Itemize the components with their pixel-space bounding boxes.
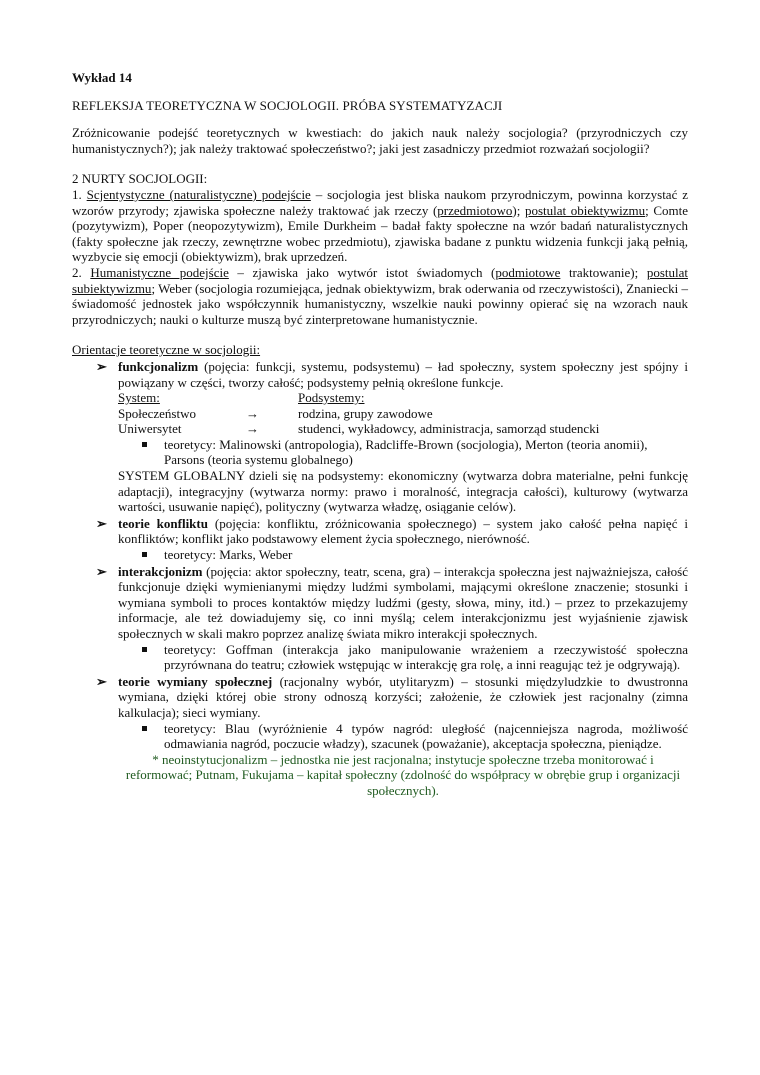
table-header-podsystemy: Podsystemy: <box>298 390 365 406</box>
list-item-interakcjonizm: ➢ interakcjonizm (pojęcia: aktor społeczny, teatr, scena, gra) – interakcja społeczna jest najważniejsza, całość funkcjonuje dzięki wymienianymi między ludźmi symbolami, mającymi określone znaczenie; stosunki i wymiana symboli to proces kontaktów między ludźmi (gesty, słowa, miny, itd.) – przez to przekazujemy informacje, ale też dowiadujemy się, co inni myślą; celem interakcjonizmu jest wyjaśnienie zjawisk społecznych w skali makro poprzez analizę świata mikro interakcji społecznych. teoretycy: Goffman (interakcja jako manipulowanie wrażeniem a rzeczywistość społeczna przyrównana do teatru; człowiek wstępując w interakcję gra rolę, a inni reagując też je odgrywają). <box>96 563 688 673</box>
square-bullet-icon <box>142 647 147 652</box>
sub-list-item: teoretycy: Goffman (interakcja jako manipulowanie wrażeniem a rzeczywistość społeczna przyrównana do teatru; człowiek wstępując w interakcję gra rolę, a inni reagując też je odgrywają). <box>118 642 688 673</box>
table-cell: Społeczeństwo <box>118 405 196 421</box>
sub-list-item: teoretycy: Marks, Weber <box>118 547 688 563</box>
arrowhead-bullet-icon: ➢ <box>96 358 107 374</box>
nurt-1-term: Scjentystyczne (naturalistyczne) podejście <box>86 186 311 202</box>
table-cell: Uniwersytet <box>118 421 182 437</box>
square-bullet-icon <box>142 726 147 731</box>
list-item-wymiana: ➢ teorie wymiany społecznej (racjonalny wybór, utylitaryzm) – stosunki międzyludzkie to dwustronna wymiana, dzięki której obie strony odnoszą korzyści; założenie, że człowiek jest racjonalny (zimna kalkulacja); sieci wymiany. teoretycy: Blau (wyróżnienie 4 typów nagród: uległość (najcenniejsza nagroda, możliwość odmawiania nagród, poczucie władzy), szacunek (poważanie), akceptacja społeczna, pieniądze. * neoinstytucjonalizm – jednostka nie jest racjonalna; instytucje społeczne trzeba monitorować i reformować; Putnam, Fukujama – kapitał społeczny (zdolność do współpracy w obrębie grup i organizacji społecznych). <box>96 673 688 798</box>
sub-list-item: teoretycy: Blau (wyróżnienie 4 typów nagród: uległość (najcenniejsza nagroda, możliwość odmawiania nagród, poczucie władzy), szacunek (poważanie), akceptacja społeczna, pieniądze. <box>118 721 688 752</box>
table-cell: studenci, wykładowcy, administracja, samorząd studencki <box>298 421 600 437</box>
square-bullet-icon <box>142 552 147 557</box>
lecture-title: REFLEKSJA TEORETYCZNA W SOCJOLOGII. PRÓBA SYSTEMATYZACJI <box>72 97 503 113</box>
global-system-paragraph: SYSTEM GLOBALNY dzieli się na podsystemy: ekonomiczny (wytwarza dobra materialne, pełni funkcję adaptacji), integracyjny (wytwarza normy: prawo i moralność, integracja całości), kulturowy (wytwarza wartości, usuwanie napięć), polityczny (wytwarza władzę, osiąganie celów). <box>118 468 688 515</box>
system-table <box>118 390 688 437</box>
sub-list-item: teoretycy: Malinowski (antropologia), Radcliffe-Brown (socjologia), Merton (teoria anomii), Parsons (teoria systemu globalnego) <box>118 437 688 468</box>
lecture-heading: Wykład 14 <box>72 70 132 85</box>
nurty-heading: 2 NURTY SOCJOLOGII: <box>72 171 208 187</box>
table-header-system: System: <box>118 390 160 406</box>
orientacje-heading: Orientacje teoretyczne w socjologii: <box>72 342 261 358</box>
nurt-2-paragraph: 2. Humanistyczne podejście – zjawiska jako wytwór istot świadomych (podmiotowe traktowanie); postulat subiektywizmu; Weber (socjologia rozumiejąca, jednak obiektywizm, brak oderwania od rzeczywistości), Znaniecki – świadomość jednostek jako współczynnik humanistyczny, wszelkie nauki powinny opierać się na wzorach nauk przyrodniczych; nauki o kulturze muszą być zinterpretowane humanistycznie. <box>72 264 688 327</box>
neoinstitutionalism-note: * neoinstytucjonalizm – jednostka nie jest racjonalna; instytucje społeczne trzeba monitorować i reformować; Putnam, Fukujama – kapitał społeczny (zdolność do współpracy w obrębie grup i organizacji społecznych). <box>125 751 681 798</box>
list-item-konflikt: ➢ teorie konfliktu (pojęcia: konfliktu, zróżnicowania społecznego) – system jako całość pełna napięć i konfliktów; konflikt jako podstawowy element życia społecznego, nierówność. teoretycy: Marks, Weber <box>96 515 689 563</box>
right-arrow-icon: → <box>246 421 259 437</box>
nurt-2-term: Humanistyczne podejście <box>90 264 229 280</box>
arrowhead-bullet-icon: ➢ <box>96 673 107 689</box>
document-page <box>72 70 688 799</box>
intro-paragraph: Zróżnicowanie podejść teoretycznych w kwestiach: do jakich nauk należy socjologia? (przyrodniczych czy humanistycznych?); jak należy traktować społeczeństwo?; jaki jest zasadniczy przedmiot rozważań socjologii? <box>72 125 688 156</box>
list-item-funkcjonalizm: ➢ funkcjonalizm (pojęcia: funkcji, systemu, podsystemu) – ład społeczny, system społeczny jest spójny i powiązany w części, tworzy całość; podsystemy pełnią określone funkcje. System: Podsystemy: Społeczeństwo → rodzina, grupy zawodowe Uniwersytet → studenci, wykładowcy, administracja, samorząd studencki teoretycy: Malinowski (antropologia), Radcliffe-Brown (socjologia), Merton (teoria anomii), Parsons (teoria systemu globalnego) SYSTEM GLOBALNY dzieli się na podsystemy: ekonomiczny (wytwarza dobra materialne, pełni funkcję adaptacji), integracyjny (wytwarza normy: prawo i moralność, integracja całości), kulturowy (wytwarza wartości, usuwanie napięć), polityczny (wytwarza władzę, osiąganie celów). <box>96 358 688 515</box>
square-bullet-icon <box>142 442 147 447</box>
table-cell: rodzina, grupy zawodowe <box>298 405 433 421</box>
right-arrow-icon: → <box>246 405 259 421</box>
nurt-1-paragraph: 1. Scjentystyczne (naturalistyczne) podejście – socjologia jest bliska naukom przyrodniczym, powinna korzystać z wzorów przyrody; zjawiska społeczne należy traktować jak rzeczy (przedmiotowo); postulat obiektywizmu; Comte (pozytywizm), Poper (neopozytywizm), Emile Durkheim – badał fakty społeczne na wzór badań naturalistycznych (fakty społeczne jak rzeczy, zewnętrzne wobec przedmiotu), zjawiska badane z punktu widzenia funkcji jaką pełnią, wyzbycie się emocji (obiektywizm), brak uprzedzeń. <box>72 186 688 265</box>
arrowhead-bullet-icon: ➢ <box>96 563 107 579</box>
arrowhead-bullet-icon: ➢ <box>96 515 107 531</box>
